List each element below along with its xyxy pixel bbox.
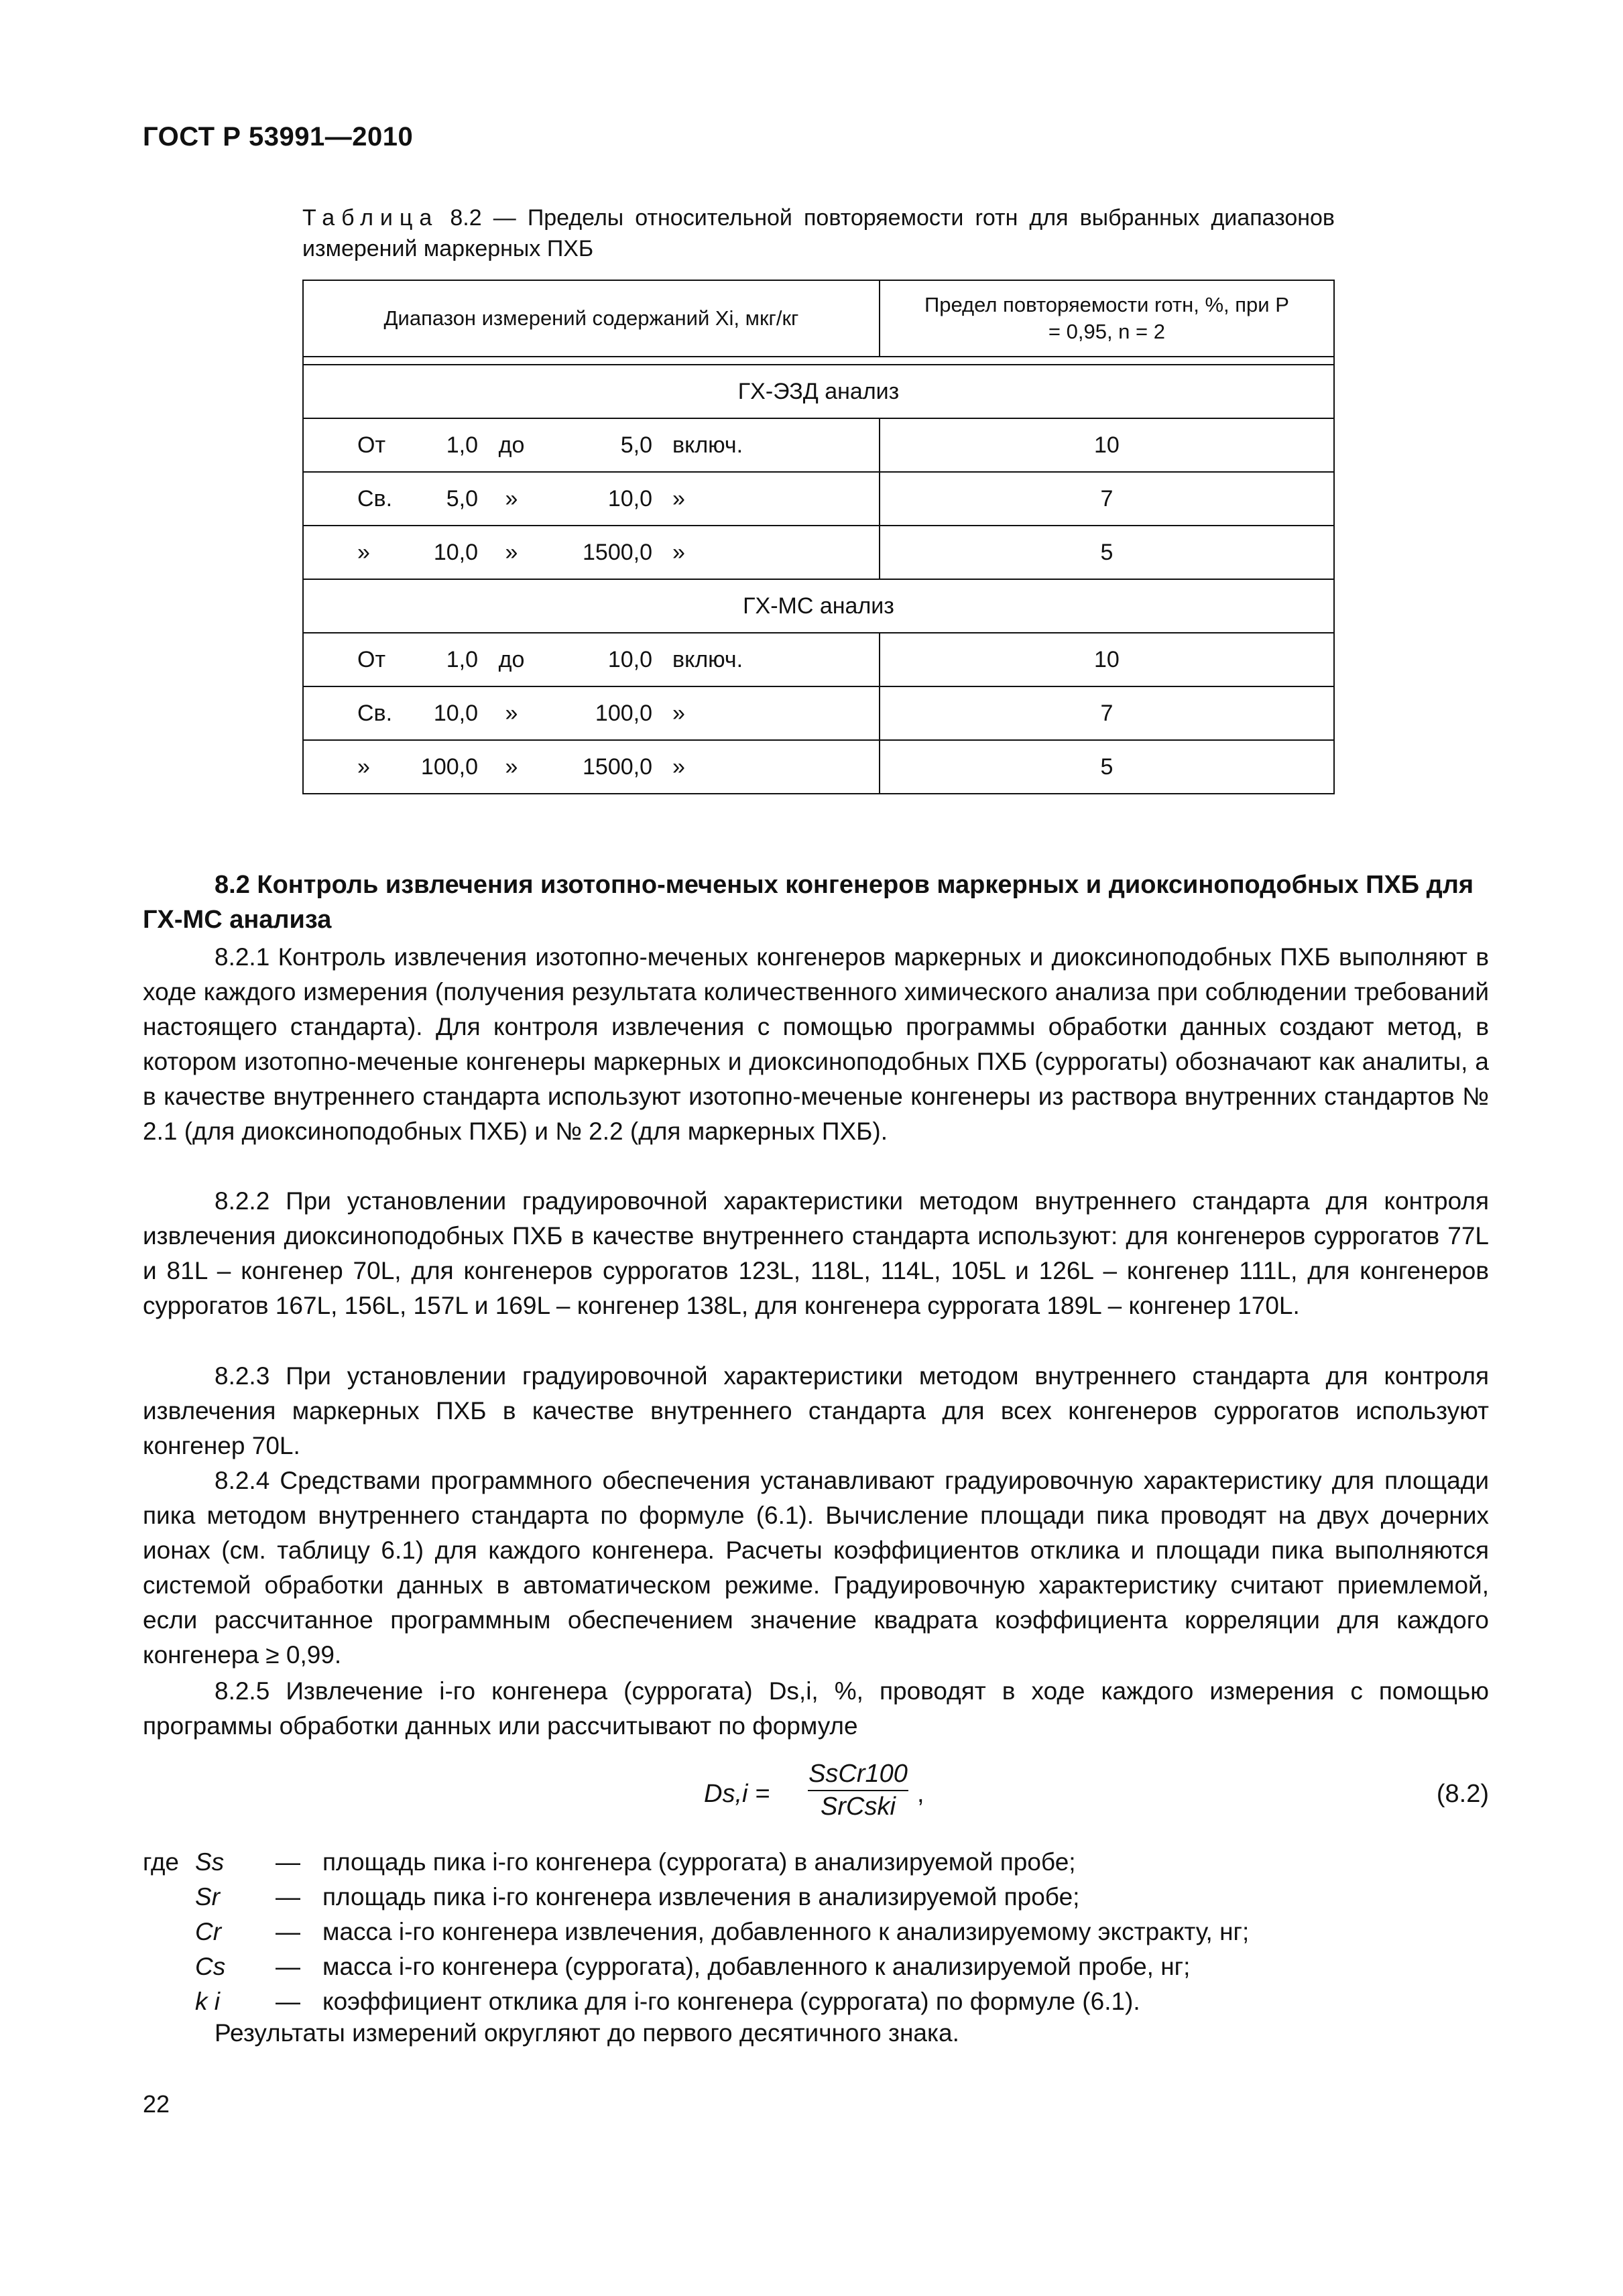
limit-value: 5	[880, 526, 1334, 579]
range-cell	[303, 686, 880, 740]
section-row	[303, 579, 1334, 633]
range-suffix: »	[672, 539, 685, 565]
table-row	[303, 526, 1334, 579]
limit-value: 5	[880, 740, 1334, 794]
definition-text: коэффициент отклика для i-го конгенера (суррогата) по формуле (6.1).	[322, 1988, 1140, 2015]
formula-comma: ,	[917, 1780, 924, 1808]
range-suffix: »	[672, 753, 685, 780]
range-cell	[303, 418, 880, 472]
formula-denominator: SrCski	[821, 1793, 896, 1821]
rounding-note: Результаты измерений округляют до первого десятичного знака.	[215, 2019, 959, 2047]
col1-header: Диапазон измерений содержаний Xi, мкг/кг	[303, 280, 880, 357]
range-from: 1,0	[446, 646, 478, 672]
range-suffix: включ.	[672, 432, 743, 458]
range-prefix: Св.	[357, 700, 393, 726]
range-to: 5,0	[620, 432, 652, 458]
section-heading: 8.2 Контроль извлечения изотопно-меченых конгенеров маркерных и диоксиноподобных ПХБ для ГХ-МС анализа	[143, 871, 1474, 934]
col2-header: Предел повторяемости rотн, %, при P = 0,95, n = 2	[880, 280, 1334, 357]
range-to-word: »	[505, 700, 518, 726]
definition-row	[143, 1845, 1489, 1880]
range-to-word: »	[505, 485, 518, 511]
formula-lhs: Ds,i =	[704, 1780, 770, 1808]
range-cell	[303, 472, 880, 526]
range-to-word: до	[498, 432, 525, 458]
limit-value: 7	[880, 686, 1334, 740]
paragraph-8-2-1: 8.2.1 Контроль извлечения изотопно-меченых конгенеров маркерных и диоксиноподобных ПХБ выполняют в ходе каждого измерения (получения результата количественного химического анализа при соблюдении требований настоящего стандарта). Для контроля извлечения с помощью программы обработки данных создают метод, в котором изотопно-меченые конгенеры маркерных и диоксиноподобных ПХБ (суррогаты) обозначают как аналиты, а в качестве внутреннего стандарта используют изотопно-меченые конгенеры из раствора внутренних стандартов № 2.1 (для диоксиноподобных ПХБ) и № 2.2 (для маркерных ПХБ).	[143, 943, 1489, 1145]
definition-text: площадь пика i-го конгенера (суррогата) в анализируемой пробе;	[322, 1848, 1076, 1876]
range-to: 10,0	[607, 485, 652, 511]
definition-symbol: Sr	[195, 1883, 220, 1911]
range-cell	[303, 526, 880, 579]
range-to: 10,0	[607, 646, 652, 672]
page-number: 22	[143, 2090, 170, 2118]
range-prefix: От	[357, 646, 386, 672]
table-row	[303, 740, 1334, 794]
range-cell	[303, 740, 880, 794]
limit-value: 7	[880, 472, 1334, 526]
definition-text: площадь пика i-го конгенера извлечения в анализируемой пробе;	[322, 1883, 1080, 1911]
table-row	[303, 472, 1334, 526]
range-to: 100,0	[595, 700, 652, 726]
definition-dash: —	[276, 1988, 300, 2015]
range-prefix: От	[357, 432, 386, 458]
table-row	[303, 686, 1334, 740]
paragraph-8-2-4: 8.2.4 Средствами программного обеспечения устанавливают градуировочную характеристику для площади пика методом внутреннего стандарта по формуле (6.1). Вычисление площади пика проводят на двух дочерних ионах (см. таблицу 6.1) для каждого конгенера. Расчеты коэффициентов отклика и площади пика выполняются системой обработки данных в автоматическом режиме. Градуировочную характеристику считают приемлемой, если рассчитанное программным обеспечением значение квадрата коэффициента корреляции для каждого конгенера ≥ 0,99.	[143, 1467, 1489, 1669]
range-from: 10,0	[433, 700, 478, 726]
definition-text: масса i-го конгенера (суррогата), добавленного к анализируемой пробе, нг;	[322, 1953, 1191, 1980]
range-prefix: »	[357, 539, 370, 565]
range-suffix: »	[672, 700, 685, 726]
definition-dash: —	[276, 1918, 300, 1945]
definition-row	[143, 1949, 1489, 1984]
table-caption-text: 8.2 — Пределы относительной повторяемости rотн для выбранных диапазонов измерений маркерных ПХБ	[302, 205, 1335, 261]
range-cell	[303, 633, 880, 686]
range-suffix: включ.	[672, 646, 743, 672]
range-to-word: до	[498, 646, 525, 672]
range-from: 10,0	[433, 539, 478, 565]
definition-row	[143, 1880, 1489, 1915]
table-container	[302, 280, 1335, 794]
table-caption	[302, 202, 1335, 264]
formula-numerator: SsCr100	[808, 1760, 908, 1791]
formula-number: (8.2)	[1436, 1780, 1489, 1808]
document-header: ГОСТ Р 53991—2010	[143, 122, 414, 152]
paragraph-8-2-3: 8.2.3 При установлении градуировочной характеристики методом внутреннего стандарта для контроля извлечения маркерных ПХБ в качестве внутреннего стандарта для всех конгенеров суррогатов используют конгенер 70L.	[143, 1362, 1489, 1459]
paragraph-8-2-5: 8.2.5 Извлечение i-го конгенера (суррогата) Ds,i, %, проводят в ходе каждого измерения с помощью программы обработки данных или рассчитывают по формуле	[143, 1677, 1489, 1740]
range-to-word: »	[505, 753, 518, 780]
range-to: 1500,0	[583, 753, 652, 780]
range-from: 1,0	[446, 432, 478, 458]
definition-dash: —	[276, 1883, 300, 1911]
section-row	[303, 365, 1334, 418]
definition-text: масса i-го конгенера извлечения, добавленного к анализируемому экстракту, нг;	[322, 1918, 1250, 1945]
where-word: где	[143, 1848, 180, 1876]
table-caption-word: Таблица	[302, 205, 439, 231]
limit-value: 10	[880, 633, 1334, 686]
limit-value: 10	[880, 418, 1334, 472]
range-to: 1500,0	[583, 539, 652, 565]
table-row	[303, 633, 1334, 686]
range-suffix: »	[672, 485, 685, 511]
range-prefix: »	[357, 753, 370, 780]
definition-row	[143, 1915, 1489, 1949]
variable-definitions	[143, 1845, 1489, 2019]
repeatability-table	[302, 280, 1335, 794]
definition-symbol: Ss	[195, 1848, 225, 1876]
definition-row	[143, 1984, 1489, 2019]
range-from: 100,0	[420, 753, 478, 780]
paragraph-8-2-2: 8.2.2 При установлении градуировочной характеристики методом внутреннего стандарта для контроля извлечения диоксиноподобных ПХБ в качестве внутреннего стандарта используют: для конгенеров суррогатов 77L и 81L – конгенер 70L, для конгенеров суррогатов 123L, 118L, 114L, 105L и 126L – конгенер 111L, для конгенеров суррогатов 167L, 156L, 157L и 169L – конгенер 138L, для конгенера суррогата 189L – конгенер 170L.	[143, 1187, 1489, 1319]
definition-symbol: Cr	[195, 1918, 222, 1945]
range-prefix: Св.	[357, 485, 393, 511]
table-header-gap	[303, 357, 1334, 365]
definition-symbol: k i	[195, 1988, 220, 2015]
definition-dash: —	[276, 1953, 300, 1980]
section-title-ecd: ГХ-ЭЗД анализ	[303, 365, 1334, 418]
formula-8-2	[704, 1760, 1489, 1833]
range-from: 5,0	[446, 485, 478, 511]
definition-symbol: Cs	[195, 1953, 226, 1980]
formula-fraction	[808, 1760, 908, 1821]
table-row	[303, 418, 1334, 472]
table-header-row	[303, 280, 1334, 357]
section-title-ms: ГХ-МС анализ	[303, 579, 1334, 633]
definition-dash: —	[276, 1848, 300, 1876]
range-to-word: »	[505, 539, 518, 565]
